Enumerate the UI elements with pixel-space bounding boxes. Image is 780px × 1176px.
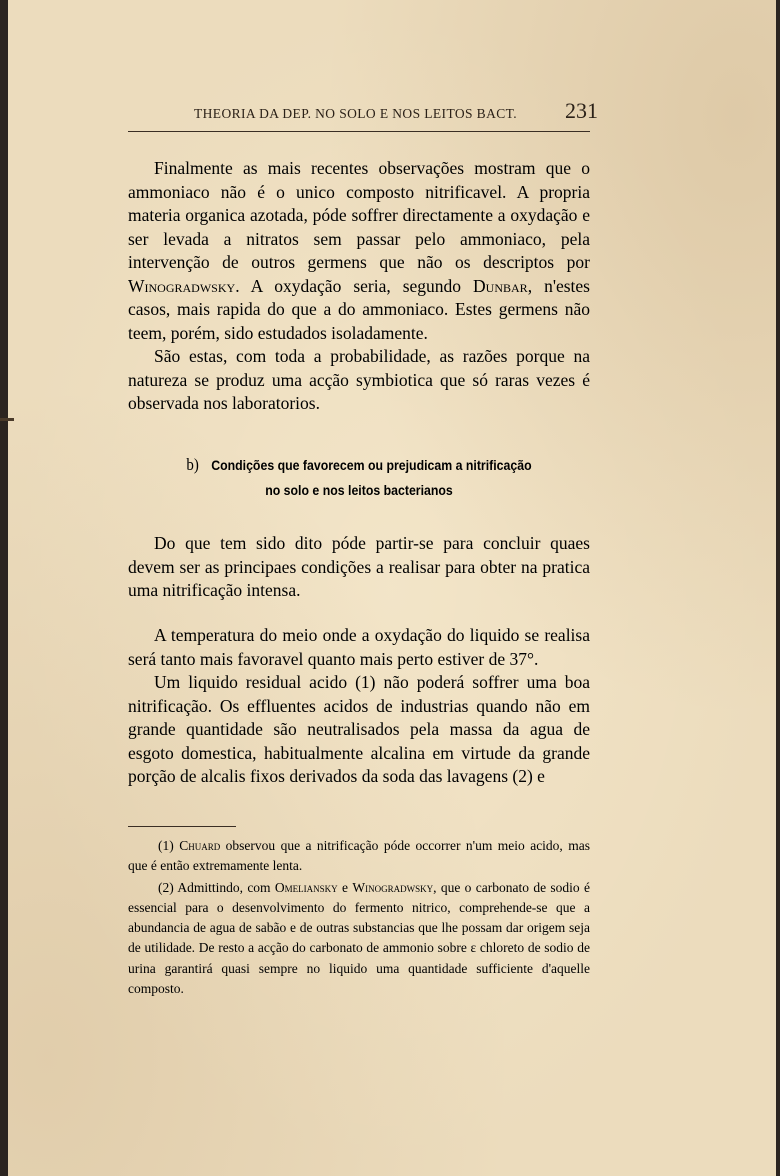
footnote-2-text-b: e — [337, 879, 353, 895]
header-rule — [128, 131, 590, 132]
paragraph-5: Um liquido residual acido (1) não poderá soffrer uma boa nitrificação. Os effluentes acidos de industrias quando não em grande quantidade são neutralisados pela massa da agua de esgoto domestica, habitualmente alcalina em virtude da grande porção de alcalis fixos derivados da soda das lavagens (2) e — [128, 672, 590, 786]
author-name-chuard: Chuard — [179, 838, 221, 853]
footnote-1-text: observou que a nitrificação póde occorrer n'um meio acido, mas que é então extremamente lenta. — [128, 838, 590, 874]
footnote-2 — [128, 878, 590, 1000]
paragraph-1 — [128, 157, 590, 345]
running-title: THEORIA DA DEP. NO SOLO E NOS LEITOS BACT. — [194, 106, 518, 121]
text-block-1 — [128, 157, 590, 416]
author-name-dunbar: Dunbar — [473, 275, 528, 296]
author-name-winogradwsky-2: Winogradwsky — [352, 879, 434, 895]
author-name-omeliansky: Omeliansky — [274, 879, 338, 895]
section-label: b) — [186, 455, 199, 474]
page-number: 231 — [565, 98, 598, 123]
section-heading — [156, 452, 563, 503]
text-block-2 — [128, 532, 590, 603]
section-title-line-2: no solo e nos leitos bacterianos — [265, 482, 453, 498]
paragraph-1-text-b: . A oxydação seria, segundo — [235, 275, 474, 296]
author-name-winogradwsky: Winogradwsky — [128, 275, 236, 296]
paragraph-1-text-c: , n'estes casos, mais rapida do que a do ammoniaco. Estes germens não teem, porém, sido estudados isoladamente. — [128, 275, 590, 343]
section-title-line-1: Condições que favorecem ou prejudicam a nitrificação — [211, 457, 532, 473]
footnote-2-text-a: (2) Admittindo, com — [158, 879, 275, 895]
paragraph-3: Do que tem sido dito póde partir-se para concluir quaes devem ser as principaes condições a realisar para obter na pratica uma nitrificação intensa. — [128, 533, 590, 600]
footnote-rule — [128, 826, 236, 827]
paragraph-2: São estas, com toda a probabilidade, as razões porque na natureza se produz uma acção symbiotica que só raras vezes é observada nos laboratorios. — [128, 346, 590, 413]
paragraph-4: A temperatura do meio onde a oxydação do liquido se realisa será tanto mais favoravel quanto mais perto estiver de 37°. — [128, 625, 590, 669]
page-header — [136, 96, 598, 132]
footnote-1 — [128, 836, 590, 877]
footnote-1-marker: (1) — [158, 838, 180, 853]
text-block-3 — [128, 624, 590, 789]
section-heading-line-1 — [156, 452, 563, 478]
footnote-2-text-c: , que o carbonato de sodio é essencial para o desenvolvimento do fermento nitrico, comprehende-se que a abundancia de agua de sabão e de outras substancias que lhe possam dar origem seja de utilidade. De resto a acção do carbonato de ammonio sobre ε chloreto de sodio de urina garantirá quasi sempre no liquido uma quantidade sufficiente d'aquelle composto. — [128, 879, 590, 997]
page-edge-mark — [0, 418, 14, 421]
paragraph-1-text-a: Finalmente as mais recentes observações mostram que o ammoniaco não é o unico composto nitrificavel. A propria materia organica azotada, póde soffrer directamente a oxydação e ser levada a nitratos sem passar pelo ammoniaco, pela intervenção de outros germens que não os descriptos por — [128, 158, 590, 272]
footnotes — [128, 836, 590, 1000]
